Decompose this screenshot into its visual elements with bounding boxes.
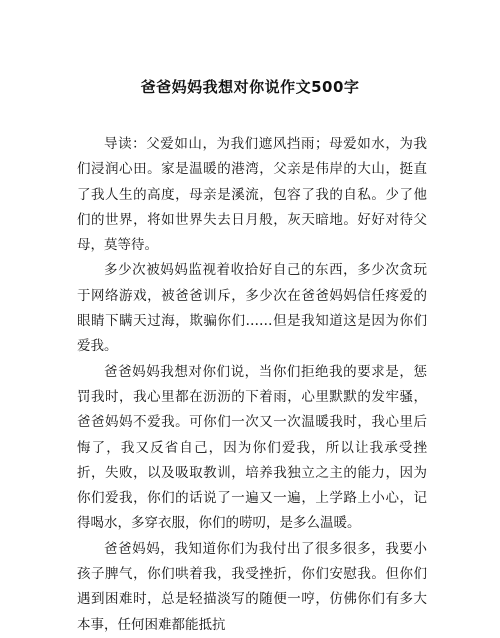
document-title: 爸爸妈妈我想对你说作文500字 xyxy=(140,78,360,96)
document-body xyxy=(77,132,427,638)
paragraph-2: 多少次被妈妈监视着收拾好自己的东西，多少次贪玩于网络游戏，被爸爸训斥，多少次在爸爸妈妈信任疼爱的眼睛下瞒天过海，欺骗你们……但是我知道这是因为你们爱我。 xyxy=(77,262,427,355)
paragraph-intro: 导读：父爱如山，为我们遮风挡雨；母爱如水，为我们浸润心田。家是温暖的港湾，父亲是伟岸的大山，挺直了我人生的高度，母亲是溪流，包容了我的自私。少了他们的世界，将如世界失去日月般，灰天暗地。好好对待父母，莫等待。 xyxy=(77,136,427,254)
paragraph-4: 爸爸妈妈，我知道你们为我付出了很多很多，我要小孩子脾气，你们哄着我，我受挫折，你们安慰我。但你们遇到困难时，总是轻描淡写的随便一哼，仿佛你们有多大本事，任何困难都能抵抗 xyxy=(77,540,427,633)
paragraph-3: 爸爸妈妈我想对你们说，当你们拒绝我的要求是，惩罚我时，我心里都在沥沥的下着雨，心里默默的发牢骚，爸爸妈妈不爱我。可你们一次又一次温暖我时，我心里后悔了，我又反省自己，因为你们爱我，所以让我承受挫折，失败，以及吸取教训，培养我独立之主的能力，因为你们爱我，你们的话说了一遍又一遍，上学路上小心，记得喝水，多穿衣服，你们的唠叨，是多么温暖。 xyxy=(77,363,427,532)
